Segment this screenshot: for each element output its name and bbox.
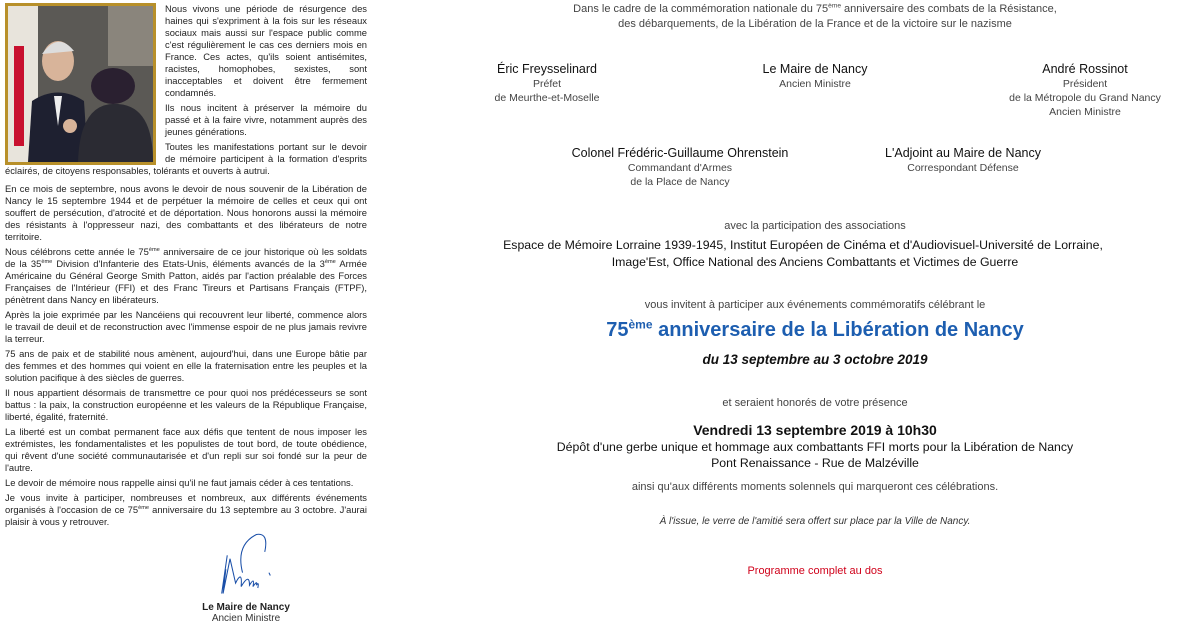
host-role: de Meurthe-et-Moselle [494, 92, 600, 104]
host-name: André Rossinot [1042, 62, 1128, 76]
host-role: Ancien Ministre [1049, 106, 1121, 118]
host-role: de la Métropole du Grand Nancy [1009, 92, 1161, 104]
host-role: Préfet [532, 78, 562, 90]
host-name: Colonel Frédéric-Guillaume Ohrenstein [571, 146, 789, 160]
sup: ème [138, 504, 150, 511]
other-moments: ainsi qu'aux différents moments solennels qui marqueront ces célébrations. [631, 481, 999, 493]
text: Division d'Infanterie des Etats-Unis, éléments avancés de la 3 [52, 258, 325, 269]
sup: ème [148, 246, 160, 253]
ceremony-description: Dépôt d'une gerbe unique et hommage aux combattants FFI morts pour la Libération de Nancy [556, 440, 1074, 454]
letter-top-block [5, 3, 367, 180]
letter-paragraph-8: Il nous appartient désormais de transmettre ce pour quoi nos prédécesseurs se sont battus : la paix, la construction européenne et les valeurs de la République Française, liberté, égalité, fraternité. [5, 387, 367, 422]
text: anniversaire du 13 septembre au 3 octobre. J'aurai plaisir à vous y retrouver. [5, 504, 367, 527]
programme-link[interactable]: Programme complet au dos [747, 565, 883, 577]
text: anniversaire de ce jour historique où les soldats de la 35 [5, 246, 367, 269]
text: Je vous invite à participer, nombreuses et nombreux, aux différents événements organisés à l'occasion de ce 75 [5, 492, 367, 515]
text: anniversaire des combats de la Résistance, [840, 3, 1057, 15]
signer-title: Le Maire de Nancy [202, 602, 290, 613]
text: 75 [606, 319, 629, 341]
sup: ème [828, 2, 841, 10]
associations-line-2: Image'Est, Office National des Anciens Combattants et Victimes de Guerre [611, 255, 1019, 269]
event-title [606, 318, 1024, 342]
letter-paragraph-2: Ils nous incitent à préserver la mémoire du passé et à la faire vivre, notamment auprès des jeunes générations. [165, 102, 367, 137]
letter-paragraph-10: Le devoir de mémoire nous rappelle ainsi qu'il ne faut jamais céder à ces tentations. [5, 477, 354, 488]
host-name: L'Adjoint au Maire de Nancy [885, 146, 1041, 160]
sup: ème [628, 317, 653, 332]
signer-role: Ancien Ministre [211, 613, 281, 624]
signature-block [186, 531, 306, 624]
intro-line-2: des débarquements, de la Libération de la France et de la victoire sur le nazisme [618, 18, 1012, 30]
sup: ème [41, 258, 53, 265]
text: Nous célébrons cette année le 75 [5, 246, 149, 257]
invite-text: vous invitent à participer aux événements commémoratifs célébrant le [644, 299, 986, 311]
event-dates: du 13 septembre au 3 octobre 2019 [702, 352, 928, 367]
host-name: Éric Freysselinard [496, 62, 598, 76]
host-role: Ancien Ministre [779, 78, 851, 90]
letter-paragraph-11 [5, 492, 367, 528]
associations-line-1: Espace de Mémoire Lorraine 1939-1945, Institut Européen de Cinéma et d'Audiovisuel-Université de Lorraine, [503, 238, 1103, 252]
host-2 [763, 61, 868, 91]
text: anniversaire de la Libération de Nancy [652, 319, 1024, 341]
host-3 [1009, 61, 1161, 119]
host-role: Commandant d'Armes [627, 162, 733, 174]
text: Dans le cadre de la commémoration nationale du 75 [573, 3, 829, 15]
letter-paragraph-7: 75 ans de paix et de stabilité nous amènent, aujourd'hui, dans une Europe bâtie par des femmes et des hommes qui voient en elle la fraternisation entre les peuples et la solution pacifique à des siècles de guerres. [5, 348, 367, 383]
photo-mayor-veteran [5, 3, 156, 165]
reception-note: À l'issue, le verre de l'amitié sera offert sur place par la Ville de Nancy. [659, 516, 971, 527]
host-1 [494, 61, 599, 105]
host-role: de la Place de Nancy [630, 176, 730, 188]
host-name: Le Maire de Nancy [762, 62, 868, 76]
sup: ème [324, 258, 336, 265]
host-5 [885, 145, 1041, 175]
ceremony-date: Vendredi 13 septembre 2019 à 10h30 [693, 422, 937, 438]
letter-paragraph-3: Toutes les manifestations portant sur le devoir de mémoire participent à la formation d'esprits éclairés, de citoyens responsables, tolérants et ouverts à autrui. [5, 141, 367, 176]
associations-intro: avec la participation des associations [724, 220, 906, 232]
honored-text: et seraient honorés de votre présence [722, 397, 908, 409]
letter-paragraph-1: Nous vivons une période de résurgence des haines qui s'expriment à la fois sur les réseaux sociaux mais aussi sur l'espace public comme c'est régulièrement le cas ces derniers mois en France. Ces actes, qu'ils soient antisémites, racistes, homophobes, sexistes, sont inacceptables et doivent être fermement condamnés. [165, 3, 367, 98]
host-role: Correspondant Défense [907, 162, 1019, 174]
host-role: Président [1062, 78, 1108, 90]
mayor-letter [5, 3, 367, 624]
ceremony-place: Pont Renaissance - Rue de Malzéville [711, 456, 919, 470]
letter-paragraph-5 [5, 246, 367, 306]
text: Armée Américaine du Général George Smith Patton, aidés par l'action préalable des Forces Françaises de l'Intérieur (FFI) et des Franc Tireurs et Partisans Français (FTPF), pénètrent dans Nancy en libérateurs. [5, 258, 367, 305]
intro-line-1 [573, 3, 1057, 16]
letter-paragraph-4: En ce mois de septembre, nous avons le devoir de nous souvenir de la Libération de Nancy le 15 septembre 1944 et de perpétuer la mémoire de celles et ceux qui ont souffert de persécution, d'atrocité et de déportation. Nous honorons aussi la mémoire des résistants à l'oppresseur nazi, des combattants et des libérateurs de notre territoire. [5, 183, 367, 242]
host-4 [572, 145, 789, 189]
letter-paragraph-9: La liberté est un combat permanent face aux défis que tentent de nous imposer les extrémistes, les fondamentalistes et les populistes de tout bord, de toute obédience, qui rêvent d'une société communautarisée et d'un repli sur soi fondé sur la peur de l'autre. [5, 426, 367, 473]
signature [201, 531, 291, 597]
letter-paragraph-6: Après la joie exprimée par les Nancéiens qui recouvrent leur liberté, commence alors le travail de deuil et de reconstruction avec l'immense espoir de ne plus jamais revivre la terreur. [5, 309, 367, 344]
